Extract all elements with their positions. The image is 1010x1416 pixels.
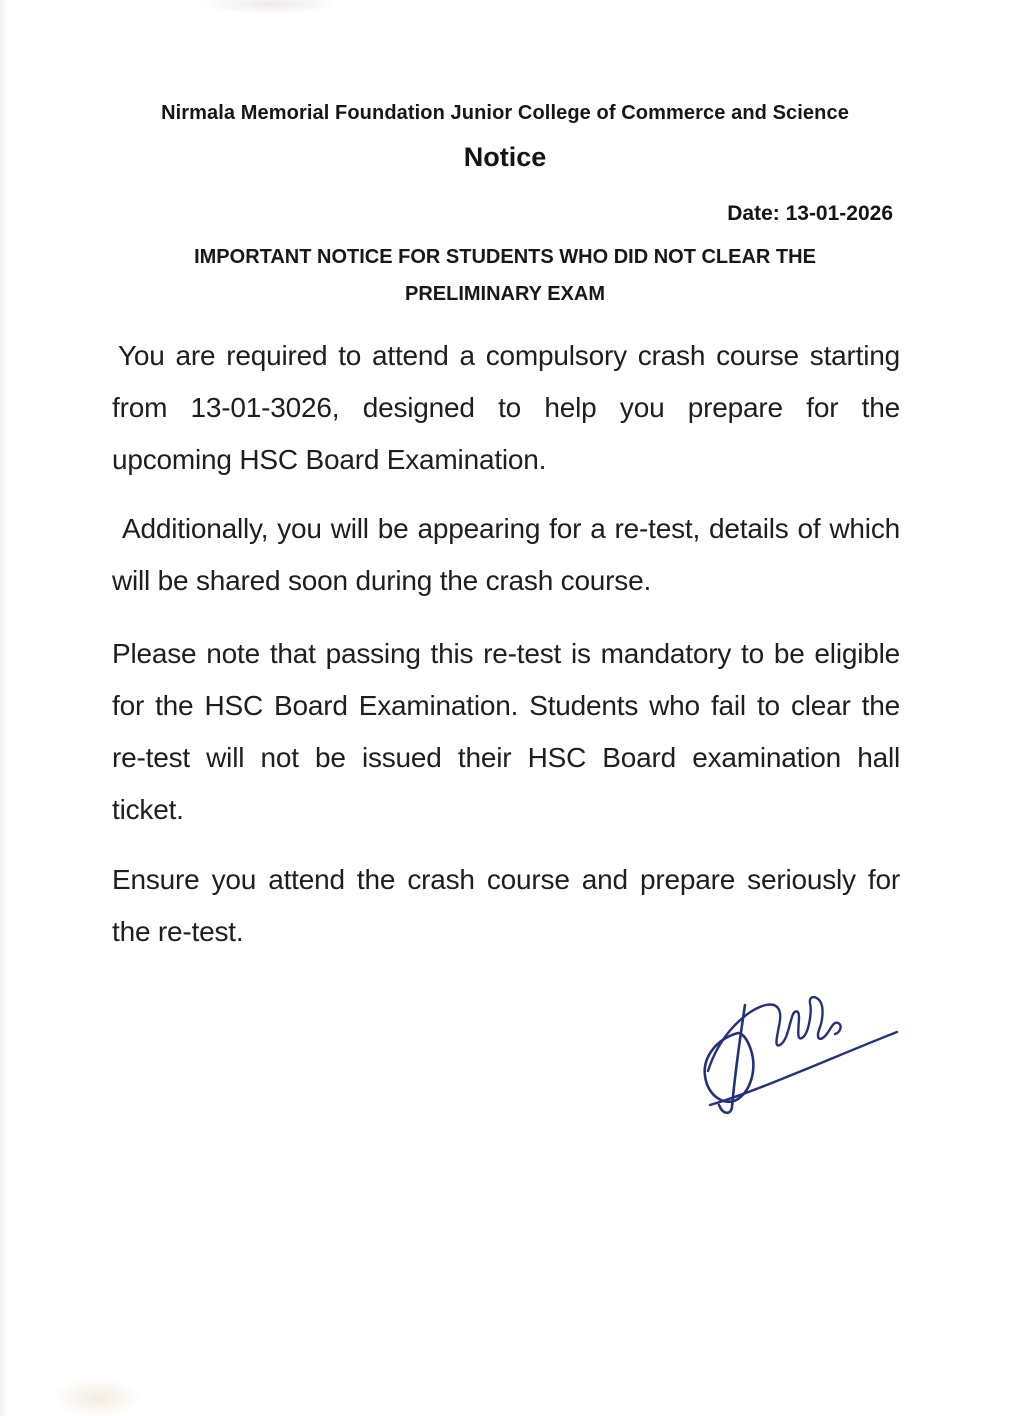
scan-smudge-bottom — [52, 1378, 142, 1416]
subject-heading-line-2: PRELIMINARY EXAM — [404, 283, 606, 305]
signature-underline-stroke — [710, 1032, 897, 1105]
paragraph-retest-mandatory: Please note that passing this re-test is mandatory to be eligible for the HSC Board Examination. Students who fail to clear the re-test will not be issued their HSC Board examination hall ticket. — [112, 638, 900, 825]
subject-heading-line-1: IMPORTANT NOTICE FOR STUDENTS WHO DID NOT CLEAR THE — [194, 246, 816, 268]
scan-smudge-top — [200, 0, 340, 14]
signature-letters-stroke — [708, 997, 841, 1071]
signature-ink — [688, 993, 948, 1123]
paragraph-closing-advice: Ensure you attend the crash course and prepare seriously for the re-test. — [112, 864, 900, 947]
notice-title: Notice — [463, 142, 547, 172]
paragraph-retest-details: Additionally, you will be appearing for a re-test, details of which will be shared soon during the crash course. — [112, 513, 900, 596]
paragraph-crash-course: You are required to attend a compulsory crash course starting from 13-01-3026, designed to help you prepare for the upcoming HSC Board Examination. — [112, 340, 900, 475]
date-line: Date: 13-01-2026 — [727, 202, 893, 225]
college-name-heading: Nirmala Memorial Foundation Junior College of Commerce and Science — [161, 102, 849, 124]
